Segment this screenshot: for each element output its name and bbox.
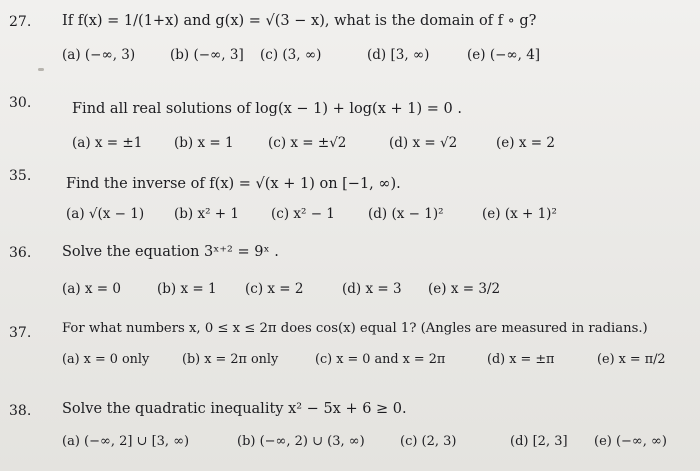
choice-c[interactable]: (c) x = ±√2 — [268, 135, 347, 151]
choice-c[interactable]: (c) x² − 1 — [271, 206, 335, 222]
choice-b[interactable]: (b) x² + 1 — [174, 206, 239, 222]
choice-d[interactable]: (d) x = √2 — [389, 135, 458, 151]
problem-question: For what numbers x, 0 ≤ x ≤ 2π does cos(x) equal 1? (Angles are measured in radians.) — [62, 321, 648, 336]
choice-e[interactable]: (e) x = π/2 — [597, 352, 666, 367]
divider-mark — [38, 68, 44, 71]
choice-c[interactable]: (c) x = 2 — [245, 281, 304, 297]
choice-e[interactable]: (e) x = 3/2 — [428, 281, 501, 297]
choice-e[interactable]: (e) x = 2 — [496, 135, 555, 151]
choice-e[interactable]: (e) (−∞, ∞) — [594, 434, 667, 449]
choice-d[interactable]: (d) x = 3 — [342, 281, 402, 297]
choice-e[interactable]: (e) (x + 1)² — [482, 206, 557, 222]
problem-number: 35. — [9, 168, 32, 184]
choice-c[interactable]: (c) x = 0 and x = 2π — [315, 352, 446, 367]
choice-a[interactable]: (a) (−∞, 2] ∪ [3, ∞) — [62, 434, 190, 449]
choice-a[interactable]: (a) x = 0 — [62, 281, 121, 297]
problem-question: Find all real solutions of log(x − 1) + log(x + 1) = 0 . — [72, 101, 462, 117]
problem-question: If f(x) = 1/(1+x) and g(x) = √(3 − x), what is the domain of f ∘ g? — [62, 13, 537, 29]
problem-question: Solve the quadratic inequality x² − 5x + 6 ≥ 0. — [62, 401, 407, 417]
choice-a[interactable]: (a) (−∞, 3) — [62, 47, 136, 63]
choice-d[interactable]: (d) [2, 3] — [510, 434, 568, 449]
choice-e[interactable]: (e) (−∞, 4] — [467, 47, 541, 63]
choice-d[interactable]: (d) x = ±π — [487, 352, 555, 367]
choice-d[interactable]: (d) (x − 1)² — [368, 206, 444, 222]
choice-b[interactable]: (b) x = 2π only — [182, 352, 279, 367]
choice-b[interactable]: (b) (−∞, 2) ∪ (3, ∞) — [237, 434, 365, 449]
choice-a[interactable]: (a) x = 0 only — [62, 352, 150, 367]
choice-b[interactable]: (b) x = 1 — [157, 281, 217, 297]
problem-number: 30. — [9, 95, 32, 111]
problem-number: 36. — [9, 245, 32, 261]
choice-c[interactable]: (c) (3, ∞) — [260, 47, 322, 63]
problem-number: 38. — [9, 403, 32, 419]
choice-c[interactable]: (c) (2, 3) — [400, 434, 457, 449]
choice-a[interactable]: (a) x = ±1 — [72, 135, 143, 151]
problem-question: Solve the equation 3ˣ⁺² = 9ˣ . — [62, 244, 279, 260]
choice-d[interactable]: (d) [3, ∞) — [367, 47, 430, 63]
choice-b[interactable]: (b) (−∞, 3] — [170, 47, 244, 63]
problem-question: Find the inverse of f(x) = √(x + 1) on [−1, ∞). — [66, 176, 401, 192]
choice-b[interactable]: (b) x = 1 — [174, 135, 234, 151]
problem-number: 37. — [9, 325, 32, 341]
choice-a[interactable]: (a) √(x − 1) — [66, 206, 145, 222]
problem-number: 27. — [9, 14, 32, 30]
